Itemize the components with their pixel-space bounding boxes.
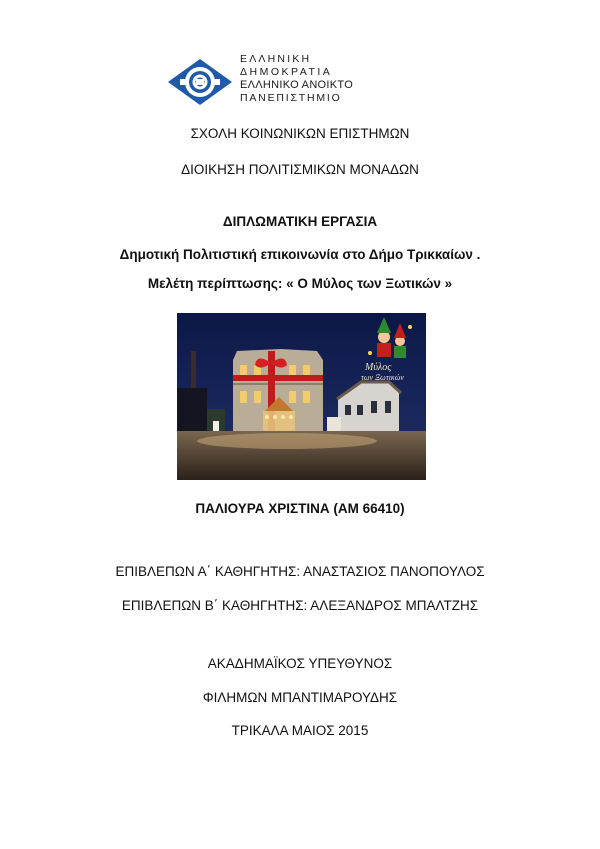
thesis-title-line-2: Μελέτη περίπτωσης: « Ο Μύλος των Ξωτικών » <box>147 276 453 291</box>
academic-advisor-label: ΑΚΑΔΗΜΑΪΚΟΣ ΥΠΕΥΘΥΝΟΣ <box>207 656 393 671</box>
eap-emblem-icon <box>166 57 234 107</box>
author-name: ΠΑΛΙΟΥΡΑ ΧΡΙΣΤΙΝΑ (ΑΜ 66410) <box>195 501 405 516</box>
cover-photo <box>177 313 426 480</box>
thesis-title-line-1: Δημοτική Πολιτιστική επικοινωνία στο Δήμο Τρικκαίων . <box>119 247 481 262</box>
logo-line-4: ΠΑΝΕΠΙΣΤΗΜΙΟ <box>240 92 342 104</box>
program-name: ΔΙΟΙΚΗΣΗ ΠΟΛΙΤΙΣΜΙΚΩΝ ΜΟΝΑΔΩΝ <box>181 162 419 177</box>
university-logo <box>166 53 366 111</box>
supervisor-b: ΕΠΙΒΛΕΠΩΝ Β΄ ΚΑΘΗΓΗΤΗΣ: ΑΛΕΞΑΝΔΡΟΣ ΜΠΑΛΤΖΗΣ <box>121 598 479 613</box>
logo-line-1: ΕΛΛΗΝΙΚΗ <box>240 53 312 65</box>
logo-line-3: ΕΛΛΗΝΙΚΟ ΑΝΟΙΚΤΟ <box>240 79 354 91</box>
photo-caption-line-1: Μύλος <box>365 362 392 373</box>
academic-advisor-name: ΦΙΛΗΜΩΝ ΜΠΑΝΤΙΜΑΡΟΥΔΗΣ <box>202 690 398 705</box>
thesis-type: ΔΙΠΛΩΜΑΤΙΚΗ ΕΡΓΑΣΙΑ <box>222 214 378 229</box>
place-date: ΤΡΙΚΑΛΑ ΜΑΙΟΣ 2015 <box>231 723 369 738</box>
school-name: ΣΧΟΛΗ ΚΟΙΝΩΝΙΚΩΝ ΕΠΙΣΤΗΜΩΝ <box>190 126 410 141</box>
supervisor-a: ΕΠΙΒΛΕΠΩΝ Α΄ ΚΑΘΗΓΗΤΗΣ: ΑΝΑΣΤΑΣΙΟΣ ΠΑΝΟΠΟΥΛΟΣ <box>115 564 485 579</box>
logo-line-2: ΔΗΜΟΚΡΑΤΙΑ <box>240 66 333 78</box>
logo-wordmark <box>240 53 353 105</box>
photo-caption-line-2: των Ξωτικών <box>361 373 404 382</box>
